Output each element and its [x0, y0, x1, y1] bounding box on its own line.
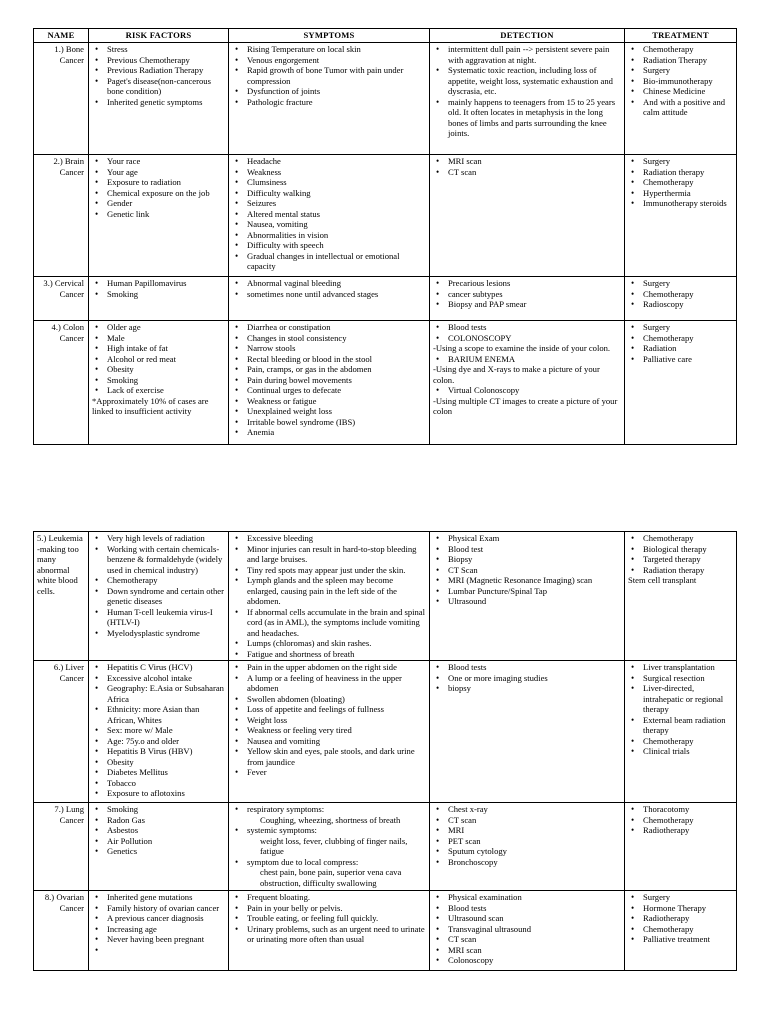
- list-item: • Chemotherapy: [628, 533, 733, 544]
- list-item: • Surgery: [628, 892, 733, 903]
- list-item: • Rising Temperature on local skin: [232, 44, 426, 55]
- list-item: • cancer subtypes: [433, 289, 621, 300]
- list-item: • One or more imaging studies: [433, 673, 621, 684]
- list-item: • Human Papillomavirus: [92, 278, 225, 289]
- list-item: • CT scan: [433, 167, 621, 178]
- list-item: • Smoking: [92, 375, 225, 386]
- symptoms-cell: [229, 155, 430, 277]
- list-item: • Biopsy: [433, 554, 621, 565]
- list-item: • Narrow stools: [232, 343, 426, 354]
- list-item: • Previous Radiation Therapy: [92, 65, 225, 76]
- header-row: [34, 29, 737, 43]
- list-item: • Chemotherapy: [628, 924, 733, 935]
- list-item: • Chinese Medicine: [628, 86, 733, 97]
- list-item: • Chemotherapy: [628, 177, 733, 188]
- list-item: • mainly happens to teenagers from 15 to 25 years old. It often locates in metaphysis in the long bones of limbs and parts surrounding the knee joints.: [433, 97, 621, 139]
- list-item: • Immunotherapy steroids: [628, 198, 733, 209]
- symptoms-cell: [229, 277, 430, 321]
- list-item: • Ultrasound scan: [433, 913, 621, 924]
- list-item: • Altered mental status: [232, 209, 426, 220]
- treatment-note: Stem cell transplant: [628, 575, 697, 585]
- list-item: • Rapid growth of bone Tumor with pain under compression: [232, 65, 426, 86]
- list-item: • Gradual changes in intellectual or emotional capacity: [232, 251, 426, 272]
- list-item: • Male: [92, 333, 225, 344]
- list-item: • Radiotherapy: [628, 913, 733, 924]
- list-item: • Lymph glands and the spleen may become enlarged, causing pain in the left side of the abdomen.: [232, 575, 426, 607]
- list-item: • Liver transplantation: [628, 662, 733, 673]
- list-item: • Air Pollution: [92, 836, 225, 847]
- list-item: • Abnormalities in vision: [232, 230, 426, 241]
- detection-cell: [430, 803, 625, 891]
- list-item: • Fatigue and shortness of breath: [232, 649, 426, 660]
- list-item: • Diabetes Mellitus: [92, 767, 225, 778]
- list-item: • Exposure to radiation: [92, 177, 225, 188]
- list-item: • intermittent dull pain --> persistent severe pain with aggravation at night.: [433, 44, 621, 65]
- list-item: • Loss of appetite and feelings of fullness: [232, 704, 426, 715]
- cancer-name: 6.) Liver Cancer: [34, 661, 89, 803]
- symptom-detail: weight loss, fever, clubbing of finger nails, fatigue: [260, 835, 408, 856]
- list-item: • Difficulty walking: [232, 188, 426, 199]
- list-item: • Radioscopy: [628, 299, 733, 310]
- list-item: • Blood tests: [433, 322, 621, 333]
- header-detection: DETECTION: [430, 29, 625, 43]
- list-item: • Urinary problems, such as an urgent need to urinate or urinating more often than usual: [232, 924, 426, 945]
- list-item: • Asbestos: [92, 825, 225, 836]
- list-item: • Yellow skin and eyes, pale stools, and dark urine from jaundice: [232, 746, 426, 767]
- list-item: • Ultrasound: [433, 596, 621, 607]
- list-item: • Age: 75y.o and older: [92, 736, 225, 747]
- list-item: • Trouble eating, or feeling full quickly.: [232, 913, 426, 924]
- list-item: • Abnormal vaginal bleeding: [232, 278, 426, 289]
- list-item: • Radiation: [628, 343, 733, 354]
- list-item: • Inherited genetic symptoms: [92, 97, 225, 108]
- treatment-cell: [625, 155, 737, 277]
- list-item: • Blood test: [433, 544, 621, 555]
- detection-cell: [430, 43, 625, 155]
- table-row: [34, 43, 737, 155]
- list-item: • Precarious lesions: [433, 278, 621, 289]
- list-item: • Colonoscopy: [433, 955, 621, 966]
- cancer-name: 4.) Colon Cancer: [34, 321, 89, 445]
- list-item: • Systematic toxic reaction, including loss of appetite, weight loss, systematic exhaustion and dyscrasia, etc.: [433, 65, 621, 97]
- list-item: • A lump or a feeling of heaviness in the upper abdomen: [232, 673, 426, 694]
- list-item: • Surgery: [628, 156, 733, 167]
- list-item: • Chemotherapy: [628, 333, 733, 344]
- list-item: • systemic symptoms:: [232, 825, 426, 836]
- list-item: • Family history of ovarian cancer: [92, 903, 225, 914]
- risk-factors-cell: [89, 661, 229, 803]
- list-item: • Surgery: [628, 278, 733, 289]
- list-item: • Your age: [92, 167, 225, 178]
- list-item: • Radiation Therapy: [628, 55, 733, 66]
- table-row: [34, 321, 737, 445]
- list-item: • Smoking: [92, 804, 225, 815]
- list-item: • Chemotherapy: [92, 575, 225, 586]
- list-item: • Weakness: [232, 167, 426, 178]
- list-item: • Continual urges to defecate: [232, 385, 426, 396]
- list-item: • Chest x-ray: [433, 804, 621, 815]
- list-item: • Frequent bloating.: [232, 892, 426, 903]
- list-item: • Excessive bleeding: [232, 533, 426, 544]
- list-item: • Tiny red spots may appear just under the skin.: [232, 565, 426, 576]
- list-item: • And with a positive and calm attitude: [628, 97, 733, 118]
- list-item: • BARIUM ENEMA: [433, 354, 621, 365]
- list-item: • Difficulty with speech: [232, 240, 426, 251]
- cancer-name: 3.) Cervical Cancer: [34, 277, 89, 321]
- detection-note: -Using a scope to examine the inside of your colon.: [433, 343, 611, 353]
- list-item: • Never having been pregnant: [92, 934, 225, 945]
- list-item: • Lack of exercise: [92, 385, 225, 396]
- treatment-cell: [625, 661, 737, 803]
- list-item: • Your race: [92, 156, 225, 167]
- list-item: • Smoking: [92, 289, 225, 300]
- list-item: • Paget's disease(non-cancerous bone condition): [92, 76, 225, 97]
- detection-cell: [430, 155, 625, 277]
- list-item: • Pain in your belly or pelvis.: [232, 903, 426, 914]
- list-item: • respiratory symptoms:: [232, 804, 426, 815]
- list-item: • Radon Gas: [92, 815, 225, 826]
- list-item: • Fever: [232, 767, 426, 778]
- list-item: • High intake of fat: [92, 343, 225, 354]
- symptoms-cell: [229, 891, 430, 971]
- symptoms-cell: [229, 532, 430, 661]
- list-item: • Palliative care: [628, 354, 733, 365]
- list-item: • Inherited gene mutations: [92, 892, 225, 903]
- list-item: • MRI scan: [433, 945, 621, 956]
- list-item: • Genetic link: [92, 209, 225, 220]
- list-item: • Biological therapy: [628, 544, 733, 555]
- list-item: • Gender: [92, 198, 225, 209]
- list-item: • Alcohol or red meat: [92, 354, 225, 365]
- list-item: • Rectal bleeding or blood in the stool: [232, 354, 426, 365]
- list-item: • Dysfunction of joints: [232, 86, 426, 97]
- list-item: • Obesity: [92, 364, 225, 375]
- list-item: • CT scan: [433, 815, 621, 826]
- list-item: • COLONOSCOPY: [433, 333, 621, 344]
- list-item: • Excessive alcohol intake: [92, 673, 225, 684]
- list-item: • CT Scan: [433, 565, 621, 576]
- list-item: • Weight loss: [232, 715, 426, 726]
- list-item: • Exposure to aflotoxins: [92, 788, 225, 799]
- risk-factors-cell: [89, 891, 229, 971]
- list-item: • Surgery: [628, 322, 733, 333]
- symptoms-cell: [229, 43, 430, 155]
- list-item: • Radiation therapy: [628, 565, 733, 576]
- list-item: • Blood tests: [433, 903, 621, 914]
- treatment-cell: [625, 43, 737, 155]
- cancer-name: 8.) Ovarian Cancer: [34, 891, 89, 971]
- list-item: • Nausea, vomiting: [232, 219, 426, 230]
- detection-cell: [430, 277, 625, 321]
- list-item: • PET scan: [433, 836, 621, 847]
- list-item: • Chemotherapy: [628, 44, 733, 55]
- treatment-cell: [625, 277, 737, 321]
- list-item: • Working with certain chemicals- benzene & formaldehyde (widely used in chemical industry): [92, 544, 225, 576]
- header-risk-factors: RISK FACTORS: [89, 29, 229, 43]
- detection-cell: [430, 532, 625, 661]
- detection-note: -Using multiple CT images to create a picture of your colon: [433, 395, 618, 416]
- list-item: • Clumsiness: [232, 177, 426, 188]
- list-item: • Radiotherapy: [628, 825, 733, 836]
- list-item: • Pain in the upper abdomen on the right side: [232, 662, 426, 673]
- symptom-detail: Coughing, wheezing, shortness of breath: [260, 814, 401, 825]
- list-item: • Tobacco: [92, 778, 225, 789]
- list-item: • Previous Chemotherapy: [92, 55, 225, 66]
- list-item: • Hepatitis B Virus (HBV): [92, 746, 225, 757]
- list-item: • Minor injuries can result in hard-to-stop bleeding and large bruises.: [232, 544, 426, 565]
- table-row: [34, 803, 737, 891]
- table-row: [34, 277, 737, 321]
- list-item: • Ethnicity: more Asian than African, Whites: [92, 704, 225, 725]
- list-item: • Chemotherapy: [628, 289, 733, 300]
- list-item: • Lumbar Puncture/Spinal Tap: [433, 586, 621, 597]
- symptoms-cell: [229, 661, 430, 803]
- table-row: [34, 891, 737, 971]
- cancer-name: 5.) Leukemia -making too many abnormal white blood cells.: [34, 532, 89, 661]
- list-item: • Radiation therapy: [628, 167, 733, 178]
- risk-factors-cell: [89, 277, 229, 321]
- list-item: • Transvaginal ultrasound: [433, 924, 621, 935]
- list-item: • Pain, cramps, or gas in the abdomen: [232, 364, 426, 375]
- list-item: • Thoracotomy: [628, 804, 733, 815]
- list-item: • Targeted therapy: [628, 554, 733, 565]
- list-item: • Geography: E.Asia or Subsaharan Africa: [92, 683, 225, 704]
- list-item: • Weakness or feeling very tired: [232, 725, 426, 736]
- detection-cell: [430, 891, 625, 971]
- detection-note: -Using dye and X-rays to make a picture of your colon.: [433, 364, 600, 385]
- list-item: • Hyperthermia: [628, 188, 733, 199]
- cancer-name: 7.) Lung Cancer: [34, 803, 89, 891]
- list-item: • MRI: [433, 825, 621, 836]
- list-item: • Anemia: [232, 427, 426, 438]
- list-item: • biopsy: [433, 683, 621, 694]
- list-item: • If abnormal cells accumulate in the brain and spinal cord (as in AML), the symptoms include vomiting and headaches.: [232, 607, 426, 639]
- cancer-table-bottom: [33, 531, 737, 971]
- risk-factors-cell: [89, 532, 229, 661]
- list-item: • Older age: [92, 322, 225, 333]
- list-item: • Pathologic fracture: [232, 97, 426, 108]
- detection-cell: [430, 661, 625, 803]
- list-item: • Human T-cell leukemia virus-I (HTLV-I): [92, 607, 225, 628]
- list-item: • Palliative treatment: [628, 934, 733, 945]
- list-item: • Weakness or fatigue: [232, 396, 426, 407]
- list-item: • Chemotherapy: [628, 736, 733, 747]
- list-item: [92, 945, 225, 956]
- list-item: • MRI (Magnetic Resonance Imaging) scan: [433, 575, 621, 586]
- symptoms-cell: [229, 321, 430, 445]
- list-item: • Unexplained weight loss: [232, 406, 426, 417]
- risk-factors-cell: [89, 321, 229, 445]
- list-item: • Myelodysplastic syndrome: [92, 628, 225, 639]
- header-name: NAME: [34, 29, 89, 43]
- risk-factors-cell: [89, 803, 229, 891]
- list-item: • Surgical resection: [628, 673, 733, 684]
- treatment-cell: [625, 321, 737, 445]
- cancer-name: 1.) Bone Cancer: [34, 43, 89, 155]
- symptom-detail: chest pain, bone pain, superior vena cava obstruction, difficulty swallowing: [260, 867, 402, 888]
- list-item: • Bronchoscopy: [433, 857, 621, 868]
- list-item: • Genetics: [92, 846, 225, 857]
- risk-factors-cell: [89, 43, 229, 155]
- list-item: • Blood tests: [433, 662, 621, 673]
- list-item: • Sex: more w/ Male: [92, 725, 225, 736]
- list-item: • Stress: [92, 44, 225, 55]
- list-item: • A previous cancer diagnosis: [92, 913, 225, 924]
- symptoms-cell: [229, 803, 430, 891]
- list-item: • Diarrhea or constipation: [232, 322, 426, 333]
- risk-note: *Approximately 10% of cases are linked to insufficient activity: [92, 395, 209, 416]
- cancer-table-top: [33, 28, 737, 445]
- list-item: • MRI scan: [433, 156, 621, 167]
- list-item: • Hepatitis C Virus (HCV): [92, 662, 225, 673]
- list-item: • Chemical exposure on the job: [92, 188, 225, 199]
- list-item: • Pain during bowel movements: [232, 375, 426, 386]
- list-item: • Liver-directed, intrahepatic or regional therapy: [628, 683, 733, 715]
- list-item: • Bio-immunotherapy: [628, 76, 733, 87]
- table-row: [34, 661, 737, 803]
- list-item: • External beam radiation therapy: [628, 715, 733, 736]
- list-item: • Sputum cytology: [433, 846, 621, 857]
- treatment-cell: [625, 532, 737, 661]
- treatment-cell: [625, 803, 737, 891]
- list-item: • Clinical trials: [628, 746, 733, 757]
- list-item: • Venous engorgement: [232, 55, 426, 66]
- list-item: • Hormone Therapy: [628, 903, 733, 914]
- list-item: • Lumps (chloromas) and skin rashes.: [232, 638, 426, 649]
- list-item: • CT scan: [433, 934, 621, 945]
- list-item: • Biopsy and PAP smear: [433, 299, 621, 310]
- table-row: [34, 155, 737, 277]
- list-item: • Nausea and vomiting: [232, 736, 426, 747]
- list-item: • Chemotherapy: [628, 815, 733, 826]
- list-item: • Surgery: [628, 65, 733, 76]
- header-treatment: TREATMENT: [625, 29, 737, 43]
- list-item: • symptom due to local compress:: [232, 857, 426, 868]
- cancer-name: 2.) Brain Cancer: [34, 155, 89, 277]
- list-item: • Physical examination: [433, 892, 621, 903]
- list-item: • Physical Exam: [433, 533, 621, 544]
- list-item: • Down syndrome and certain other genetic diseases: [92, 586, 225, 607]
- list-item: • Headache: [232, 156, 426, 167]
- treatment-cell: [625, 891, 737, 971]
- list-item: • Irritable bowel syndrome (IBS): [232, 417, 426, 428]
- list-item: • Very high levels of radiation: [92, 533, 225, 544]
- list-item: • Swollen abdomen (bloating): [232, 694, 426, 705]
- table-row: [34, 532, 737, 661]
- list-item: • Obesity: [92, 757, 225, 768]
- list-item: • sometimes none until advanced stages: [232, 289, 426, 300]
- list-item: • Increasing age: [92, 924, 225, 935]
- header-symptoms: SYMPTOMS: [229, 29, 430, 43]
- list-item: • Seizures: [232, 198, 426, 209]
- list-item: • Virtual Colonoscopy: [433, 385, 621, 396]
- list-item: • Changes in stool consistency: [232, 333, 426, 344]
- risk-factors-cell: [89, 155, 229, 277]
- detection-cell: [430, 321, 625, 445]
